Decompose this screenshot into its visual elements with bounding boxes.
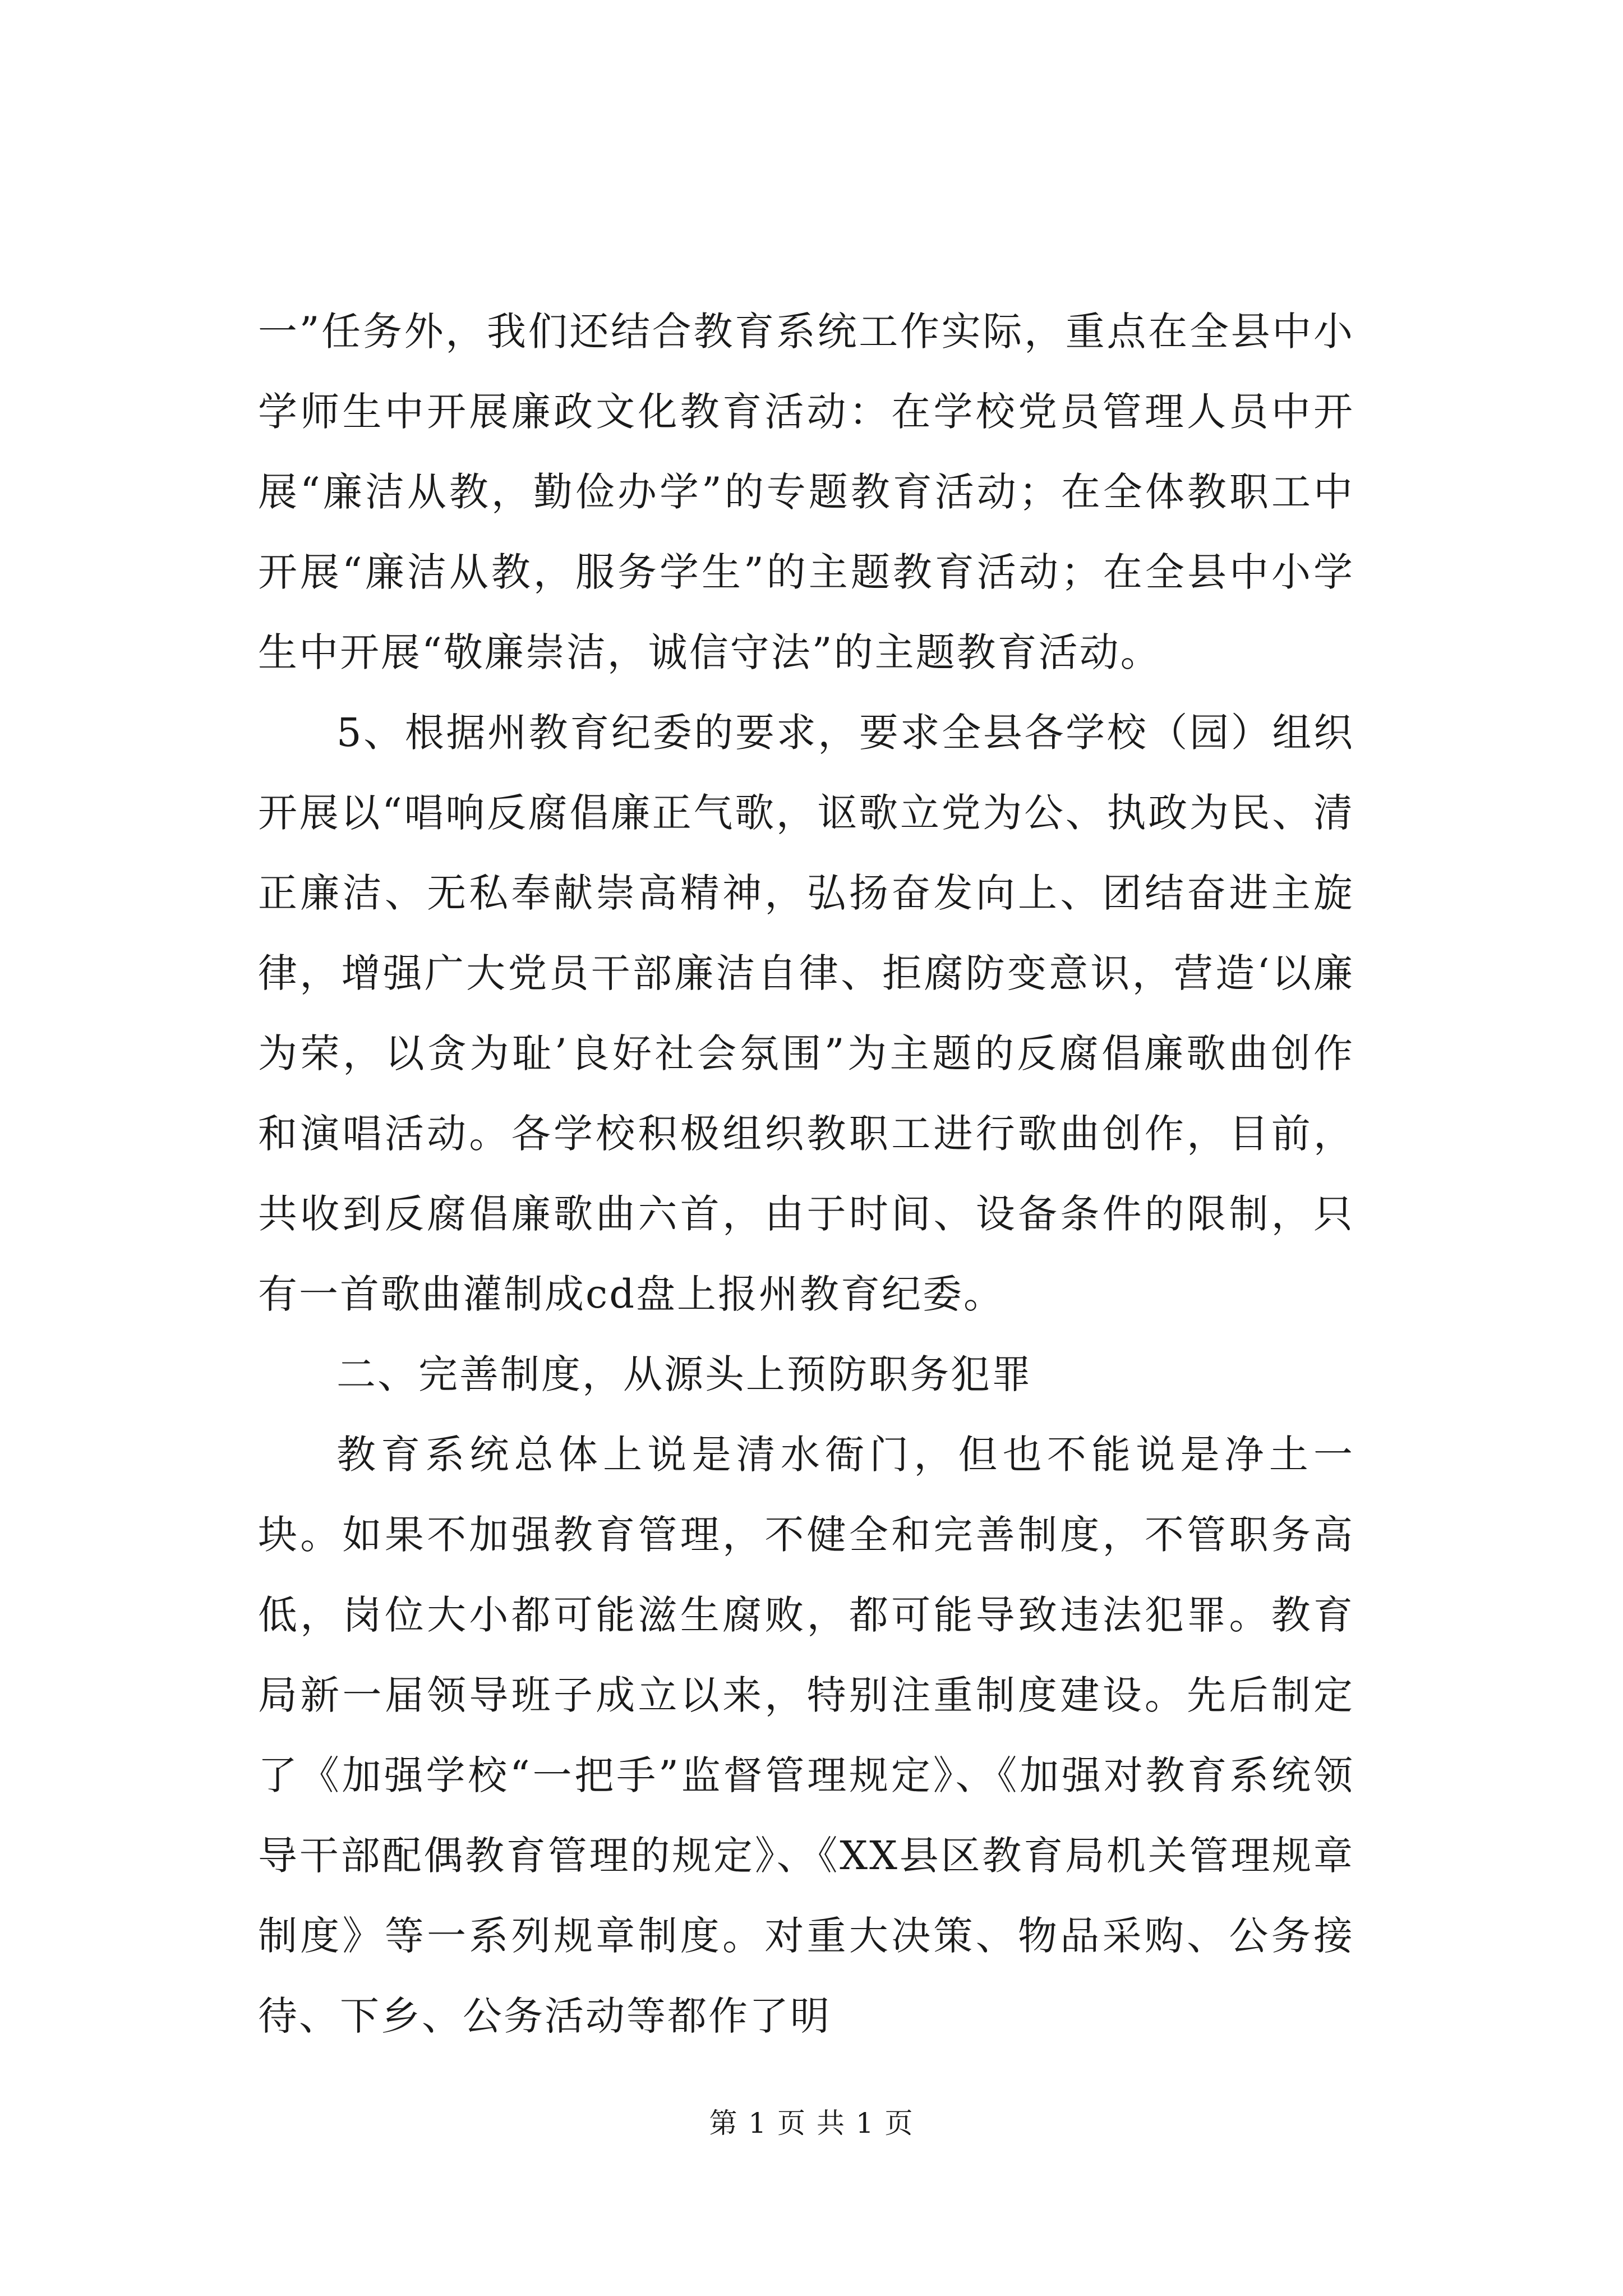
page-footer: 第 1 页 共 1 页 xyxy=(709,2107,914,2139)
section-heading: 二、完善制度，从源头上预防职务犯罪 xyxy=(336,1351,1032,1397)
paragraph-3: 教育系统总体上说是清水衙门，但也不能说是净土一块。如果不加强教育管理，不健全和完善制度，不管职务高低，岗位大小都可能滋生腐败，都可能导致违法犯罪。教育局新一届领导班子成立以来，特别注重制度建设。先后制定了《加强学校“一把手”监督管理规定》、《加强对教育系统领导干部配偶教育管理的规定》、《XX县区教育局机关管理规章制度》等一系列规章制度。对重大决策、物品采购、公务接待、下乡、公务活动等都作了明 xyxy=(258,1432,1354,2039)
paragraph-1: 一”任务外，我们还结合教育系统工作实际，重点在全县中小学师生中开展廉政文化教育活动：在学校党员管理人员中开展“廉洁从教，勤俭办学”的专题教育活动；在全体教职工中开展“廉洁从教，服务学生”的主题教育活动；在全县中小学生中开展“敬廉崇洁，诚信守法”的主题教育活动。 xyxy=(258,309,1354,675)
document-body xyxy=(258,292,1354,2056)
paragraph-2: 5、根据州教育纪委的要求，要求全县各学校（园）组织开展以“唱响反腐倡廉正气歌，讴歌立党为公、执政为民、清正廉洁、无私奉献崇高精神，弘扬奋发向上、团结奋进主旋律，增强广大党员干部廉洁自律、拒腐防变意识，营造‘以廉为荣，以贪为耻’良好社会氛围”为主题的反腐倡廉歌曲创作和演唱活动。各学校积极组织教职工进行歌曲创作，目前，共收到反腐倡廉歌曲六首，由于时间、设备条件的限制，只有一首歌曲灌制成cd盘上报州教育纪委。 xyxy=(258,710,1354,1317)
